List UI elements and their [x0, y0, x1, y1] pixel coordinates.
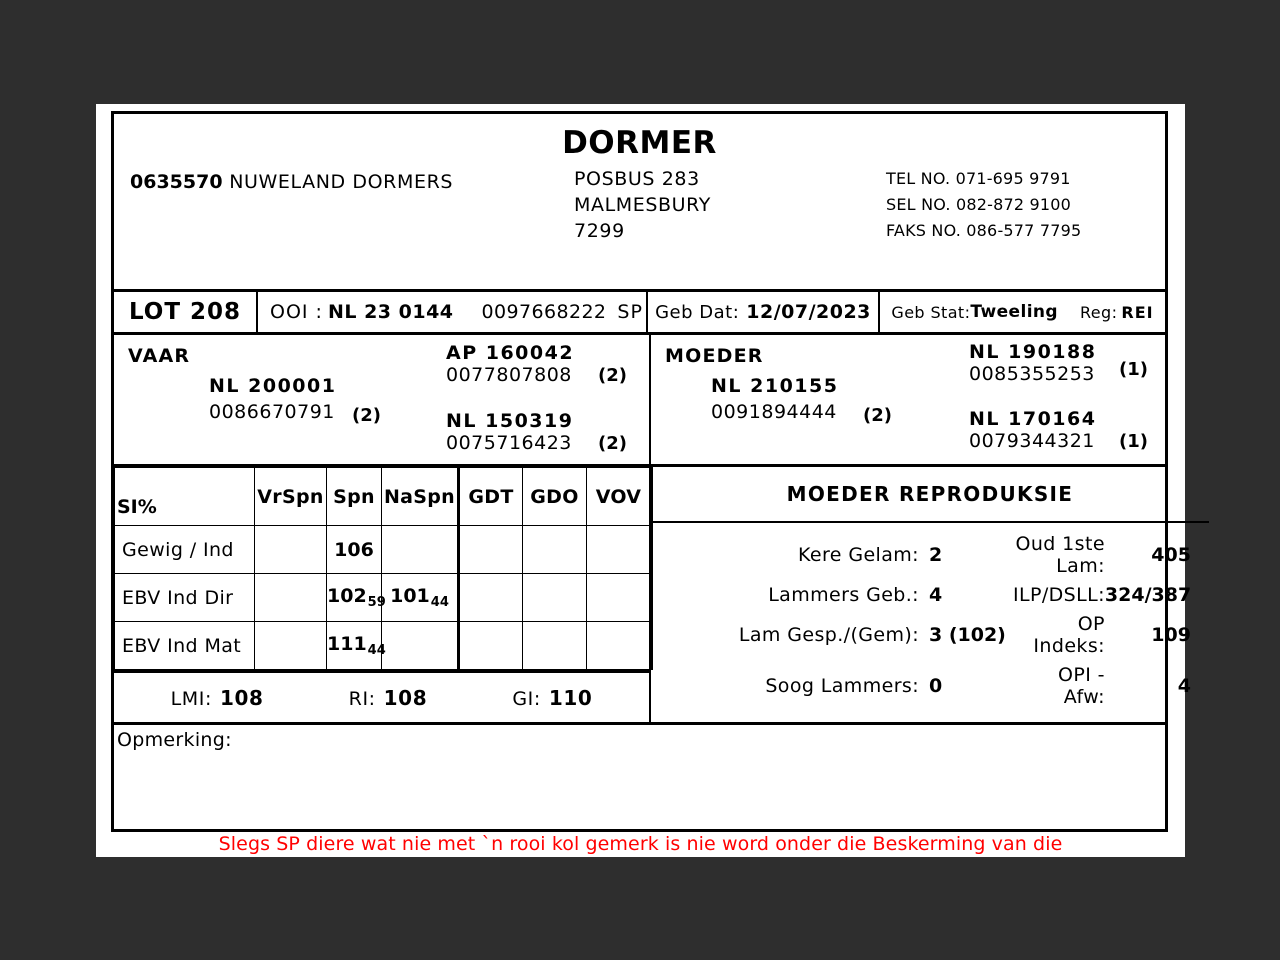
si-row-label: Gewig / Ind — [115, 526, 255, 574]
col-spn: Spn — [327, 468, 382, 526]
birth-date-cell — [648, 292, 880, 332]
dam-number: 0091894444 — [711, 401, 837, 423]
si-cell-value: 111 — [327, 632, 367, 655]
cell-line: SEL NO. 082-872 9100 — [886, 195, 1072, 214]
repro-right-label: ILP/DSLL: — [1013, 583, 1105, 606]
lmi-value: 108 — [219, 685, 264, 710]
ri-value: 108 — [383, 685, 428, 710]
dam-granddam-mult: (1) — [1119, 431, 1148, 452]
address-line-3: 7299 — [574, 220, 625, 242]
fax-line: FAKS NO. 086-577 7795 — [886, 221, 1082, 240]
si-cell-vov — [587, 574, 652, 622]
sire-title: VAAR — [128, 345, 191, 367]
repro-left-value: 0 — [929, 675, 943, 698]
col-gdt: GDT — [459, 468, 523, 526]
dam-grandsire-mult: (1) — [1119, 359, 1148, 380]
sire-grandsire-entry — [446, 342, 627, 386]
birth-date-label: Geb Dat: — [655, 301, 740, 323]
si-cell-accuracy: 44 — [367, 643, 386, 659]
owner-name: NUWELAND DORMERS — [229, 171, 454, 193]
col-gdo: GDO — [523, 468, 587, 526]
repro-right-label: OP Indeks: — [1033, 613, 1105, 658]
table-header-row — [115, 468, 652, 526]
birth-status-label: Geb Stat: — [891, 302, 971, 322]
contact-block — [886, 166, 1081, 244]
sire-number: 0086670791 — [209, 401, 335, 423]
sire-grandsire-tag: AP 160042 — [446, 342, 575, 364]
remark-section[interactable] — [114, 725, 1165, 829]
dam-tag: NL 210155 — [711, 375, 839, 397]
owner-line — [130, 171, 453, 193]
pedigree-section — [114, 335, 1165, 467]
repro-right-label: Oud 1ste Lam: — [1015, 532, 1105, 577]
si-table-body — [115, 526, 652, 670]
dam-granddam-entry — [969, 408, 1148, 452]
si-corner-label: SI% — [115, 468, 255, 526]
si-cell-gdo — [523, 526, 587, 574]
si-row-label: EBV Ind Dir — [115, 574, 255, 622]
address-line-1: POSBUS 283 — [574, 168, 700, 190]
sire-grandsire-mult: (2) — [598, 365, 627, 386]
ri-label: RI: — [348, 687, 376, 710]
dam-entry — [711, 375, 892, 426]
si-cell-gdo — [523, 622, 587, 670]
dam-grandsire-number: 0085355253 — [969, 363, 1095, 385]
dam-granddam-number: 0079344321 — [969, 430, 1095, 452]
dam-granddam-tag: NL 170164 — [969, 408, 1097, 430]
repro-left-label: Lam Gesp./(Gem): — [738, 624, 919, 647]
lmi-item — [171, 686, 264, 710]
table-row — [115, 622, 652, 670]
gi-item — [512, 686, 592, 710]
gi-label: GI: — [512, 687, 541, 710]
si-cell-spn — [327, 574, 386, 622]
repro-left-label: Soog Lammers: — [765, 675, 919, 698]
remark-label: Opmerking: — [117, 729, 232, 751]
breed-title: DORMER — [562, 125, 717, 161]
si-row-label: EBV Ind Mat — [115, 622, 255, 670]
si-cell-naspn — [382, 622, 459, 670]
si-cell-value: 106 — [334, 538, 374, 561]
si-cell-vov — [587, 622, 652, 670]
repro-left-value: 3 (102) — [929, 624, 1006, 647]
table-row — [115, 526, 652, 574]
repro-left-value: 2 — [929, 543, 943, 566]
repro-left-label: Lammers Geb.: — [768, 583, 919, 606]
si-cell-gdt — [459, 574, 523, 622]
address-line-2: MALMESBURY — [574, 194, 711, 216]
ooi-suffix: SP — [617, 301, 643, 323]
repro-right-label: OPI - Afw: — [1058, 664, 1105, 709]
lot-identification-row — [114, 292, 1165, 335]
repro-left-label: Kere Gelam: — [798, 543, 919, 566]
sire-granddam-mult: (2) — [598, 433, 627, 454]
si-cell-vrspn — [255, 526, 327, 574]
dam-mult: (2) — [863, 405, 892, 426]
lot-number-cell — [114, 292, 258, 332]
ooi-label: OOI : — [270, 301, 323, 323]
sire-mult: (2) — [352, 405, 381, 426]
reproduction-panel — [651, 467, 1209, 722]
tel-line: TEL NO. 071-695 9791 — [886, 169, 1071, 188]
si-cell-vrspn — [255, 574, 327, 622]
sire-granddam-number: 0075716423 — [446, 432, 572, 454]
si-cell-naspn — [382, 574, 459, 622]
reg-label: Reg: — [1080, 302, 1118, 322]
si-table — [114, 467, 653, 670]
dam-title: MOEDER — [665, 345, 764, 367]
reproduction-row — [661, 664, 1191, 708]
reg-value: REI — [1121, 302, 1154, 322]
index-table-panel — [114, 467, 651, 722]
repro-left-value: 4 — [929, 583, 943, 606]
reproduction-row — [661, 533, 1191, 577]
protection-notice — [96, 833, 1185, 857]
ooi-tag: NL 23 0144 — [327, 301, 454, 323]
repro-right-value: 405 — [1151, 543, 1191, 566]
si-cell-naspn — [382, 526, 459, 574]
table-row — [115, 574, 652, 622]
repro-right-value: 4 — [1177, 675, 1191, 698]
col-vrspn: VrSpn — [255, 468, 327, 526]
repro-right-value: 109 — [1151, 624, 1191, 647]
animal-id-cell — [258, 292, 648, 332]
si-cell-accuracy: 59 — [367, 595, 386, 611]
ooi-number: 0097668222 — [481, 301, 607, 323]
si-cell-spn — [327, 622, 386, 670]
birth-status-cell — [880, 292, 1165, 332]
si-cell-gdt — [459, 526, 523, 574]
dam-grandsire-entry — [969, 341, 1148, 385]
sire-granddam-tag: NL 150319 — [446, 410, 574, 432]
sire-tag: NL 200001 — [209, 375, 337, 397]
reproduction-title-bar — [651, 467, 1209, 523]
protection-notice-text: Slegs SP diere wat nie met `n rooi kol gemerk is nie word onder die Beskerming van die — [218, 833, 1063, 855]
col-naspn: NaSpn — [382, 468, 459, 526]
si-cell-spn — [327, 526, 382, 574]
certificate-header — [114, 114, 1165, 292]
mid-section — [114, 467, 1192, 725]
lmi-label: LMI: — [170, 687, 212, 710]
repro-right-value: 324/387 — [1104, 583, 1192, 606]
col-vov: VOV — [587, 468, 652, 526]
si-cell-accuracy: 44 — [430, 595, 449, 611]
index-summary-row — [114, 670, 649, 722]
si-cell-vrspn — [255, 622, 327, 670]
si-cell-value: 101 — [390, 584, 430, 607]
pedigree-certificate — [111, 111, 1192, 832]
reproduction-row — [661, 613, 1191, 657]
si-cell-value: 102 — [327, 584, 367, 607]
gi-value: 110 — [548, 685, 593, 710]
dam-panel — [651, 335, 1165, 464]
si-cell-gdo — [523, 574, 587, 622]
dam-grandsire-tag: NL 190188 — [969, 341, 1097, 363]
document-page — [96, 104, 1192, 857]
birth-date-value: 12/07/2023 — [746, 301, 871, 323]
lot-number: LOT 208 — [128, 299, 242, 325]
member-number: 0635570 — [130, 171, 223, 193]
si-cell-vov — [587, 526, 652, 574]
reproduction-title: MOEDER REPRODUKSIE — [786, 482, 1074, 506]
sire-grandsire-number: 0077807808 — [446, 364, 572, 386]
sire-entry — [209, 375, 381, 426]
ri-item — [349, 686, 428, 710]
reproduction-row — [661, 584, 1191, 606]
reproduction-body — [651, 523, 1209, 722]
sire-granddam-entry — [446, 410, 627, 454]
sire-panel — [114, 335, 651, 464]
birth-status-value: Tweeling — [970, 302, 1058, 322]
si-cell-gdt — [459, 622, 523, 670]
postal-address — [574, 166, 711, 244]
